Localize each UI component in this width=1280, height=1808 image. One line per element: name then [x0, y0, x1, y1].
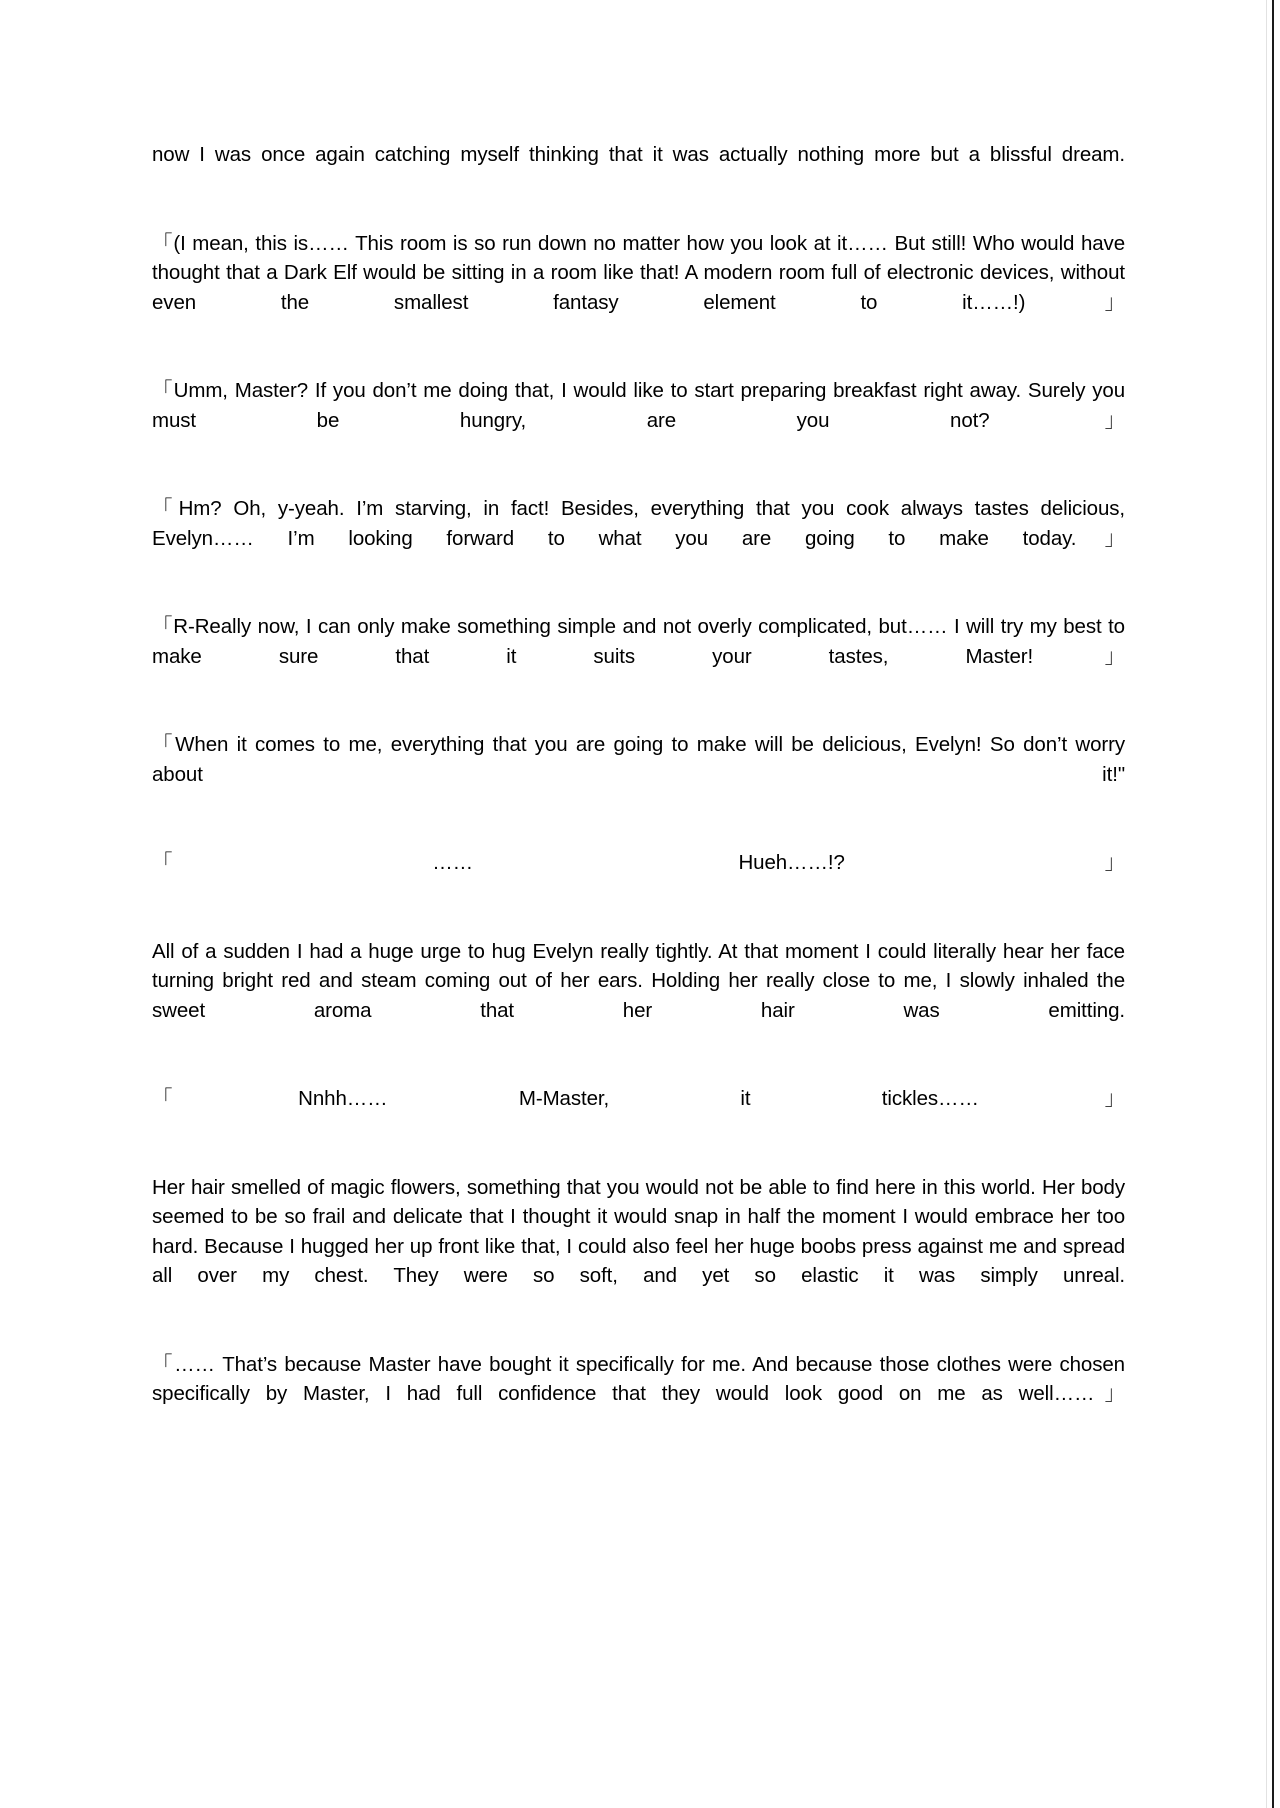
paragraph-dialogue: 「R-Really now, I can only make something simple and not overly complicated, but…… I will try my best to make sure that it suits your tastes, Master!」	[152, 615, 1125, 668]
paragraph-dialogue: 「…… Hueh……!?」	[152, 851, 1125, 874]
text-column	[152, 140, 1125, 1438]
paragraph-dialogue: 「…… That’s because Master have bought it specifically for me. And because those clothes were chosen specifically by Master, I had full confidence that they would look good on me as well……」	[152, 1352, 1125, 1405]
paragraph-dialogue: 「Hm? Oh, y-yeah. I’m starving, in fact! Besides, everything that you cook always tastes delicious, Evelyn…… I’m looking forward to what you are going to make today.」	[152, 497, 1125, 550]
paragraph-dialogue: 「When it comes to me, everything that you are going to make will be delicious, Evelyn! So don’t worry about it!"	[152, 733, 1125, 786]
paragraph-dialogue: 「Nnhh…… M-Master, it tickles……」	[152, 1087, 1125, 1110]
page-right-edge-rule	[1272, 0, 1274, 1808]
paragraph-inner-monologue: 「(I mean, this is…… This room is so run down no matter how you look at it…… But still! Who would have thought that a Dark Elf would be sitting in a room like that! A modern room full of electronic devices, without even the smallest fantasy element to it……!)」	[152, 231, 1125, 314]
paragraph-narration: Her hair smelled of magic flowers, something that you would not be able to find here in this world. Her body seemed to be so frail and delicate that I thought it would snap in half the moment I would embrace her too hard. Because I hugged her up front like that, I could also feel her huge boobs press against me and spread all over my chest. They were so soft, and yet so elastic it was simply unreal.	[152, 1175, 1125, 1287]
page-edge-hairline	[1266, 0, 1267, 1808]
paragraph-dialogue: 「Umm, Master? If you don’t me doing that, I would like to start preparing breakfast right away. Surely you must be hungry, are you not?」	[152, 379, 1125, 432]
paragraph-narration: All of a sudden I had a huge urge to hug Evelyn really tightly. At that moment I could literally hear her face turning bright red and steam coming out of her ears. Holding her really close to me, I slowly inhaled the sweet aroma that her hair was emitting.	[152, 939, 1125, 1022]
paragraph-narration: now I was once again catching myself thinking that it was actually nothing more but a blissful dream.	[152, 143, 1125, 166]
